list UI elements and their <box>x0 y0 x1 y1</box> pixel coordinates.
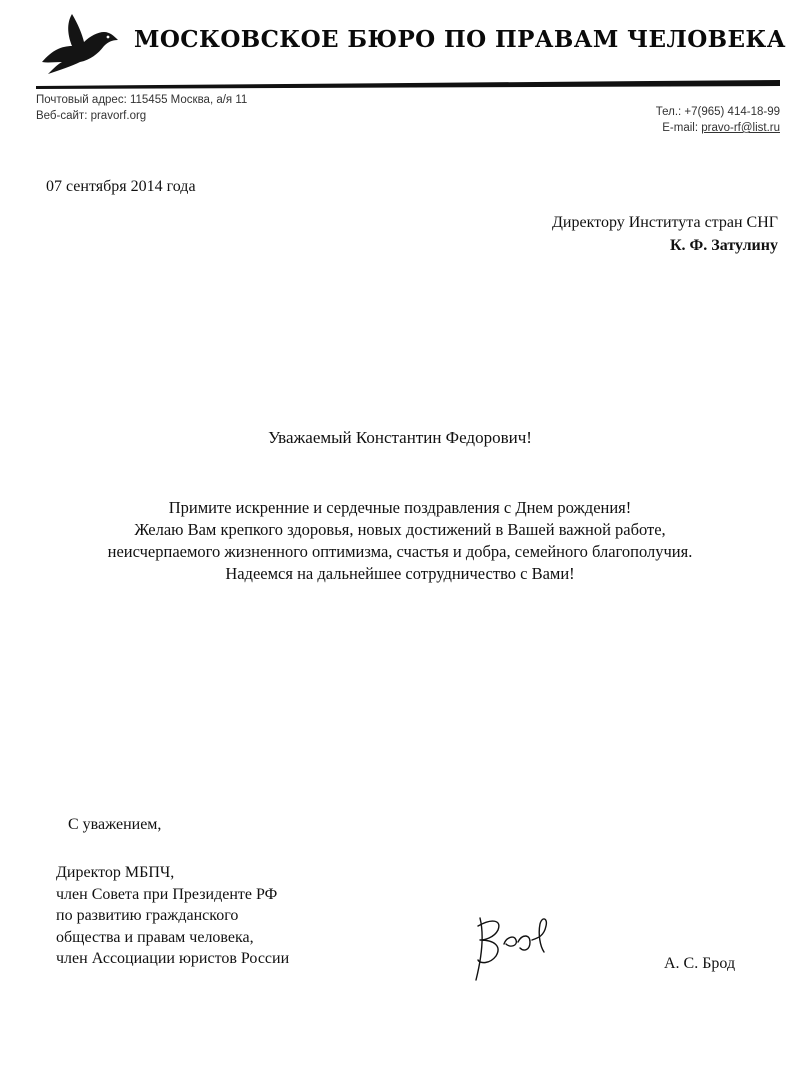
dove-icon <box>38 10 122 80</box>
salutation: Уважаемый Константин Федорович! <box>268 428 532 447</box>
phone: Тел.: +7(965) 414-18-99 <box>655 106 780 118</box>
signer-line: Директор МБПЧ, <box>56 864 175 881</box>
handwritten-signature <box>458 904 568 984</box>
signer-line: по развитию гражданского <box>56 907 239 924</box>
body-line: Желаю Вам крепкого здоровья, новых достижений в Вашей важной работе, <box>134 520 666 539</box>
organization-name: МОСКОВСКОЕ БЮРО ПО ПРАВАМ ЧЕЛОВЕКА <box>134 26 786 53</box>
email-link[interactable]: pravo-rf@list.ru <box>701 122 780 134</box>
body-line: Примите искренние и сердечные поздравления с Днем рождения! <box>168 498 632 517</box>
letterhead <box>0 0 800 134</box>
header-rule <box>36 80 780 89</box>
recipient-name: К. Ф. Затулину <box>669 237 778 254</box>
body-line: неисчерпаемого жизненного оптимизма, счастья и добра, семейного благополучия. <box>107 542 693 561</box>
email-line <box>656 120 780 136</box>
postal-address: Почтовый адрес: 115455 Москва, а/я 11 <box>36 94 248 106</box>
letter-date: 07 сентября 2014 года <box>46 178 196 195</box>
signer-block <box>56 862 289 970</box>
signer-line: член Совета при Президенте РФ <box>56 885 278 903</box>
website: Веб-сайт: pravorf.org <box>36 110 147 122</box>
body-line: Надеемся на дальнейшее сотрудничество с Вами! <box>225 564 575 583</box>
email-label: E-mail: <box>662 122 699 134</box>
contact-right <box>656 104 780 136</box>
recipient-title: Директору Института стран СНГ <box>552 214 778 231</box>
signer-line: общества и правам человека, <box>56 928 254 946</box>
signer-line: член Ассоциации юристов России <box>56 950 290 967</box>
closing: С уважением, <box>68 816 162 833</box>
signer-name: А. С. Брод <box>664 955 736 972</box>
recipient-block <box>552 211 778 257</box>
letter-body <box>0 497 800 585</box>
contact-left <box>36 92 247 124</box>
